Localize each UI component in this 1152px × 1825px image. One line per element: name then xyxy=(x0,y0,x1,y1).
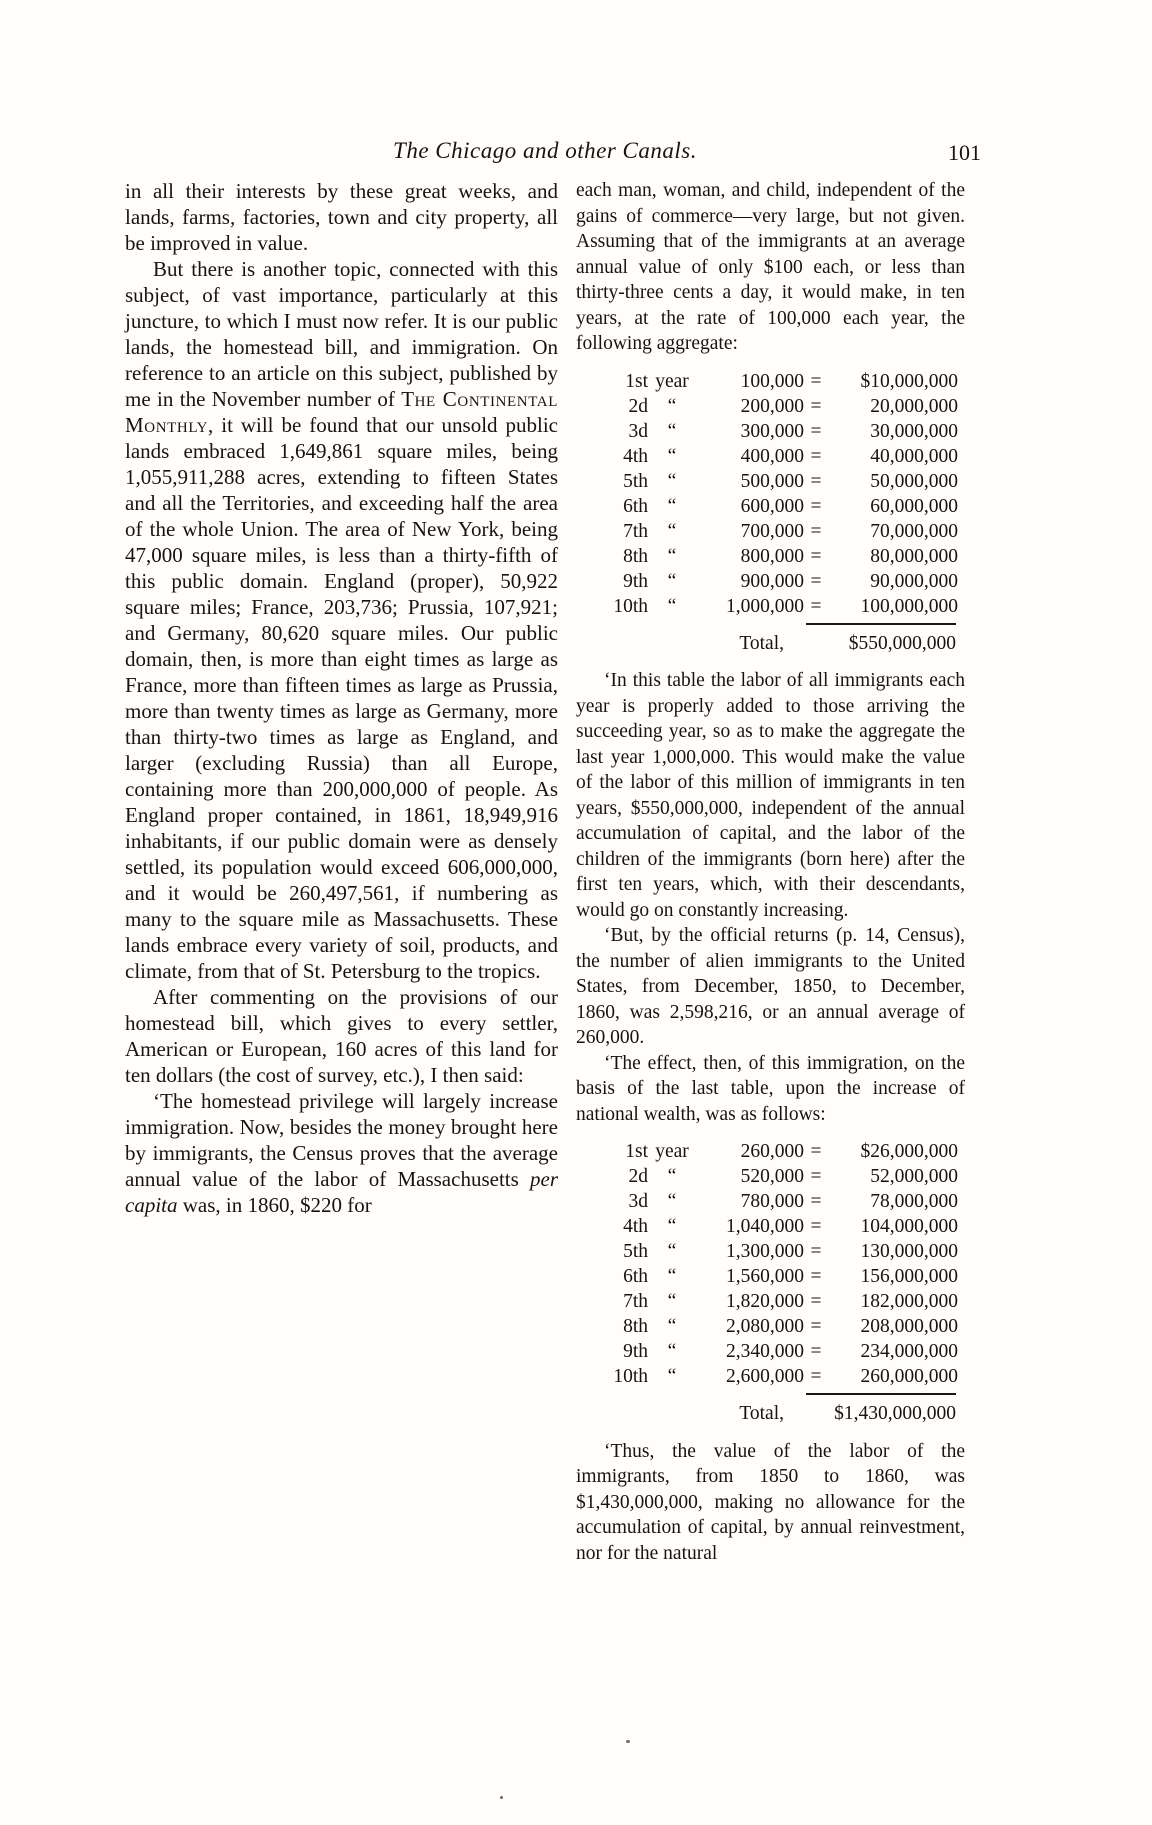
table-cell-count: 600,000 xyxy=(740,495,804,517)
table-cell-ditto: “ xyxy=(667,495,677,517)
table-cell-count: 100,000 xyxy=(740,370,804,392)
table-row xyxy=(602,1239,965,1264)
paragraph-text: ‘The homestead privilege will largely increase immigration. Now, besides the money brought here by immigrants, the Census proves that the average annual value of the labor of Massachusetts xyxy=(125,1089,558,1191)
table-cell-ordinal: 10th xyxy=(613,595,648,617)
text-columns xyxy=(125,178,965,1566)
table-cell-eq: = xyxy=(810,545,822,567)
table-cell-eq: = xyxy=(810,595,822,617)
table-row xyxy=(602,444,965,469)
table-cell-count: 500,000 xyxy=(740,470,804,492)
paragraph-continuation: in all their interests by these great weeks, and lands, farms, factories, town and city property, all be improved in value. xyxy=(125,179,558,255)
table-cell-count: 200,000 xyxy=(740,395,804,417)
table-cell-eq: = xyxy=(810,1241,822,1262)
table-row xyxy=(602,1289,965,1314)
table-cell-ordinal: 5th xyxy=(623,1241,648,1262)
quote-paragraph: ‘Thus, the value of the labor of the immigrants, from 1850 to 1860, was $1,430,000,000, making no allowance for the accumulation of capital, by annual reinvestment, nor for the natural xyxy=(576,1440,965,1564)
table-row xyxy=(602,544,965,569)
table-cell-ordinal: 3d xyxy=(628,1191,648,1212)
paragraph-continuation: each man, woman, and child, independent of the gains of commerce—very large, but not given. Assuming that of the immigrants at an average annual value of only $100 each, or less than thirty-three cents a day, it would make, in ten years, at the rate of 100,000 each year, the following aggregate: xyxy=(576,180,965,354)
table-cell-ordinal: 2d xyxy=(628,395,648,417)
table-cell-ordinal: 2d xyxy=(628,1166,648,1187)
table-row xyxy=(602,369,965,394)
table-cell-count: 2,340,000 xyxy=(726,1341,804,1362)
table-row xyxy=(602,569,965,594)
table-cell-ditto: “ xyxy=(667,570,677,592)
table-cell-amount: 104,000,000 xyxy=(860,1216,958,1237)
total-row xyxy=(576,631,965,657)
paragraph-text: was, in 1860, $220 for xyxy=(177,1193,372,1217)
page-number: 101 xyxy=(948,140,981,165)
table-cell-ditto: “ xyxy=(667,395,677,417)
table-cell-ditto: “ xyxy=(667,1216,677,1237)
immigration-aggregate-table xyxy=(602,369,965,619)
paragraph-text: , it will be found that our unsold public lands embraced 1,649,861 square miles, being 1,055,911,288 acres, extending to fifteen States and all the Territories, and exceeding half the area of the whole Union. The area of New York, being 47,000 square miles, is less than a thirty-fifth of this public domain. England (proper), 50,922 square miles; France, 203,736; Prussia, 107,921; and Germany, 80,620 square miles. Our public domain, then, is more than eight times as large as France, more than fifteen times as large as Prussia, more than twenty times as large as Germany, more than thirty-two times as large as England, and larger (excluding Russia) than all Europe, containing more than 200,000,000 of people. As England proper contained, in 1861, 18,949,916 inhabitants, if our public domain were as densely settled, its population would exceed 606,000,000, and it would be 260,497,561, if numbering as many to the square mile as Massachusetts. These lands embrace every variety of soil, products, and climate, from that of St. Petersburg to the tropics. xyxy=(125,413,558,983)
table-cell-ordinal: 9th xyxy=(623,1341,648,1362)
table-row xyxy=(602,394,965,419)
table-cell-ordinal: 1st xyxy=(625,1141,648,1162)
table-cell-amount: 90,000,000 xyxy=(870,570,958,592)
table-cell-amount: 156,000,000 xyxy=(860,1266,958,1287)
table-cell-ditto: “ xyxy=(667,420,677,442)
left-column xyxy=(125,178,558,1566)
table-cell-count: 260,000 xyxy=(740,1141,804,1162)
total-label: Total, xyxy=(739,1403,784,1424)
table-cell-amount: 70,000,000 xyxy=(870,520,958,542)
table-cell-eq: = xyxy=(810,1166,822,1187)
table-cell-eq: = xyxy=(810,1266,822,1287)
table-cell-ditto: “ xyxy=(667,1291,677,1312)
table-cell-ordinal: 9th xyxy=(623,570,648,592)
wealth-increase-table xyxy=(602,1139,965,1389)
table-cell-amount: 78,000,000 xyxy=(870,1191,958,1212)
table-row xyxy=(602,1339,965,1364)
table-row xyxy=(602,469,965,494)
table-cell-ordinal: 4th xyxy=(623,445,648,467)
table-row xyxy=(602,1164,965,1189)
table-cell-amount: 182,000,000 xyxy=(860,1291,958,1312)
table-cell-amount: 50,000,000 xyxy=(870,470,958,492)
table-row xyxy=(602,1189,965,1214)
table-row xyxy=(602,494,965,519)
table-cell-count: 1,560,000 xyxy=(726,1266,804,1287)
table-cell-count: 400,000 xyxy=(740,445,804,467)
running-title: The Chicago and other Canals. xyxy=(393,138,697,163)
table-cell-eq: = xyxy=(810,470,822,492)
table-cell-count: 1,040,000 xyxy=(726,1216,804,1237)
table-cell-ditto: “ xyxy=(667,545,677,567)
table-cell-ordinal: 1st xyxy=(625,370,648,392)
total-rule xyxy=(806,1393,956,1395)
table-cell-count: 1,000,000 xyxy=(726,595,804,617)
table-cell-amount: 234,000,000 xyxy=(860,1341,958,1362)
scan-speck xyxy=(500,1796,503,1799)
table-cell-amount: 40,000,000 xyxy=(870,445,958,467)
table-cell-count: 2,600,000 xyxy=(726,1366,804,1387)
paragraph: After commenting on the provisions of our homestead bill, which gives to every settler, American or European, 160 acres of this land for ten dollars (the cost of survey, etc.), I then said: xyxy=(125,985,558,1087)
table-cell-ordinal: 7th xyxy=(623,1291,648,1312)
table-cell-count: 780,000 xyxy=(740,1191,804,1212)
table-cell-eq: = xyxy=(810,1191,822,1212)
table-cell-ordinal: 6th xyxy=(623,1266,648,1287)
latin-phrase-italic: per capita xyxy=(125,1167,558,1217)
table-cell-count: 800,000 xyxy=(740,545,804,567)
table-cell-eq: = xyxy=(810,1316,822,1337)
table-cell-count: 1,820,000 xyxy=(726,1291,804,1312)
table-cell-count: 300,000 xyxy=(740,420,804,442)
table-cell-count: 2,080,000 xyxy=(726,1316,804,1337)
table-cell-eq: = xyxy=(810,1366,822,1387)
quote-paragraph: ‘In this table the labor of all immigrants each year is properly added to those arriving the succeeding year, so as to make the aggregate the last year 1,000,000. This would make the value of the labor of this million of immigrants in ten years, $550,000,000, independent of the annual accumulation of capital, and the labor of the children of the immigrants (born here) after the first ten years, which, with their descendants, would go on constantly increasing. xyxy=(576,670,965,921)
table-cell-eq: = xyxy=(810,445,822,467)
table-cell-eq: = xyxy=(810,1341,822,1362)
table-cell-ordinal: 3d xyxy=(628,420,648,442)
table-cell-eq: = xyxy=(810,420,822,442)
table-cell-count: 520,000 xyxy=(740,1166,804,1187)
scan-speck xyxy=(626,1740,630,1743)
paragraph-text: But there is another topic, connected with this subject, of vast importance, particularly at this juncture, to which I must now refer. It is our public lands, the homestead bill, and immigration. On reference to an article on this subject, published by me in the November number of xyxy=(125,257,558,411)
table-cell-eq: = xyxy=(810,395,822,417)
table-cell-amount: 130,000,000 xyxy=(860,1241,958,1262)
table-cell-amount: 208,000,000 xyxy=(860,1316,958,1337)
table-cell-ditto: “ xyxy=(667,1191,677,1212)
table-cell-eq: = xyxy=(810,1216,822,1237)
table-cell-eq: = xyxy=(810,370,822,392)
table-cell-ditto: “ xyxy=(667,1316,677,1337)
table-cell-count: 1,300,000 xyxy=(726,1241,804,1262)
table-cell-ordinal: 8th xyxy=(623,545,648,567)
table-cell-eq: = xyxy=(810,1291,822,1312)
table-cell-amount: 80,000,000 xyxy=(870,545,958,567)
table-cell-ditto: “ xyxy=(667,445,677,467)
table-cell-amount: 100,000,000 xyxy=(860,595,958,617)
right-column xyxy=(576,178,965,1566)
table-row xyxy=(602,419,965,444)
table-cell-ditto: year xyxy=(655,1141,689,1162)
table-cell-amount: 30,000,000 xyxy=(870,420,958,442)
total-amount: $1,430,000,000 xyxy=(834,1403,956,1424)
paragraph xyxy=(125,256,558,984)
journal-name-smallcaps: The Continental Monthly xyxy=(125,387,559,437)
table-cell-ditto: “ xyxy=(667,520,677,542)
table-cell-ordinal: 6th xyxy=(623,495,648,517)
table-cell-amount: 260,000,000 xyxy=(860,1366,958,1387)
table-cell-ditto: “ xyxy=(667,1366,677,1387)
table-cell-eq: = xyxy=(810,1141,822,1162)
table-cell-ordinal: 8th xyxy=(623,1316,648,1337)
table-cell-ditto: “ xyxy=(667,470,677,492)
table-cell-ordinal: 5th xyxy=(623,470,648,492)
table-row xyxy=(602,1214,965,1239)
total-amount: $550,000,000 xyxy=(848,632,956,654)
table-cell-ditto: “ xyxy=(667,1341,677,1362)
table-row xyxy=(602,1264,965,1289)
table-cell-ditto: “ xyxy=(667,1166,677,1187)
table-cell-amount: $26,000,000 xyxy=(860,1141,958,1162)
total-rule xyxy=(806,623,956,625)
table-row xyxy=(602,1314,965,1339)
table-cell-count: 700,000 xyxy=(740,520,804,542)
table-cell-count: 900,000 xyxy=(740,570,804,592)
table-row xyxy=(602,594,965,619)
table-cell-amount: 20,000,000 xyxy=(870,395,958,417)
table-cell-ordinal: 10th xyxy=(613,1366,648,1387)
quote-paragraph xyxy=(125,1088,558,1218)
table-row xyxy=(602,1364,965,1389)
table-cell-ordinal: 7th xyxy=(623,520,648,542)
table-cell-ditto: year xyxy=(655,370,689,392)
total-label: Total, xyxy=(739,632,784,654)
table-cell-ditto: “ xyxy=(667,1266,677,1287)
page-header xyxy=(125,138,981,178)
table-cell-eq: = xyxy=(810,495,822,517)
total-row xyxy=(576,1401,965,1427)
table-cell-amount: 60,000,000 xyxy=(870,495,958,517)
table-row xyxy=(602,519,965,544)
table-cell-amount: $10,000,000 xyxy=(860,370,958,392)
table-cell-ditto: “ xyxy=(667,595,677,617)
table-cell-ditto: “ xyxy=(667,1241,677,1262)
table-row xyxy=(602,1139,965,1164)
table-cell-eq: = xyxy=(810,570,822,592)
quote-paragraph: ‘But, by the official returns (p. 14, Census), the number of alien immigrants to the United States, from December, 1850, to December, 1860, was 2,598,216, or an annual average of 260,000. xyxy=(576,925,965,1048)
table-cell-amount: 52,000,000 xyxy=(870,1166,958,1187)
quote-paragraph: ‘The effect, then, of this immigration, on the basis of the last table, upon the increase of national wealth, was as follows: xyxy=(576,1052,965,1125)
table-cell-eq: = xyxy=(810,520,822,542)
table-cell-ordinal: 4th xyxy=(623,1216,648,1237)
